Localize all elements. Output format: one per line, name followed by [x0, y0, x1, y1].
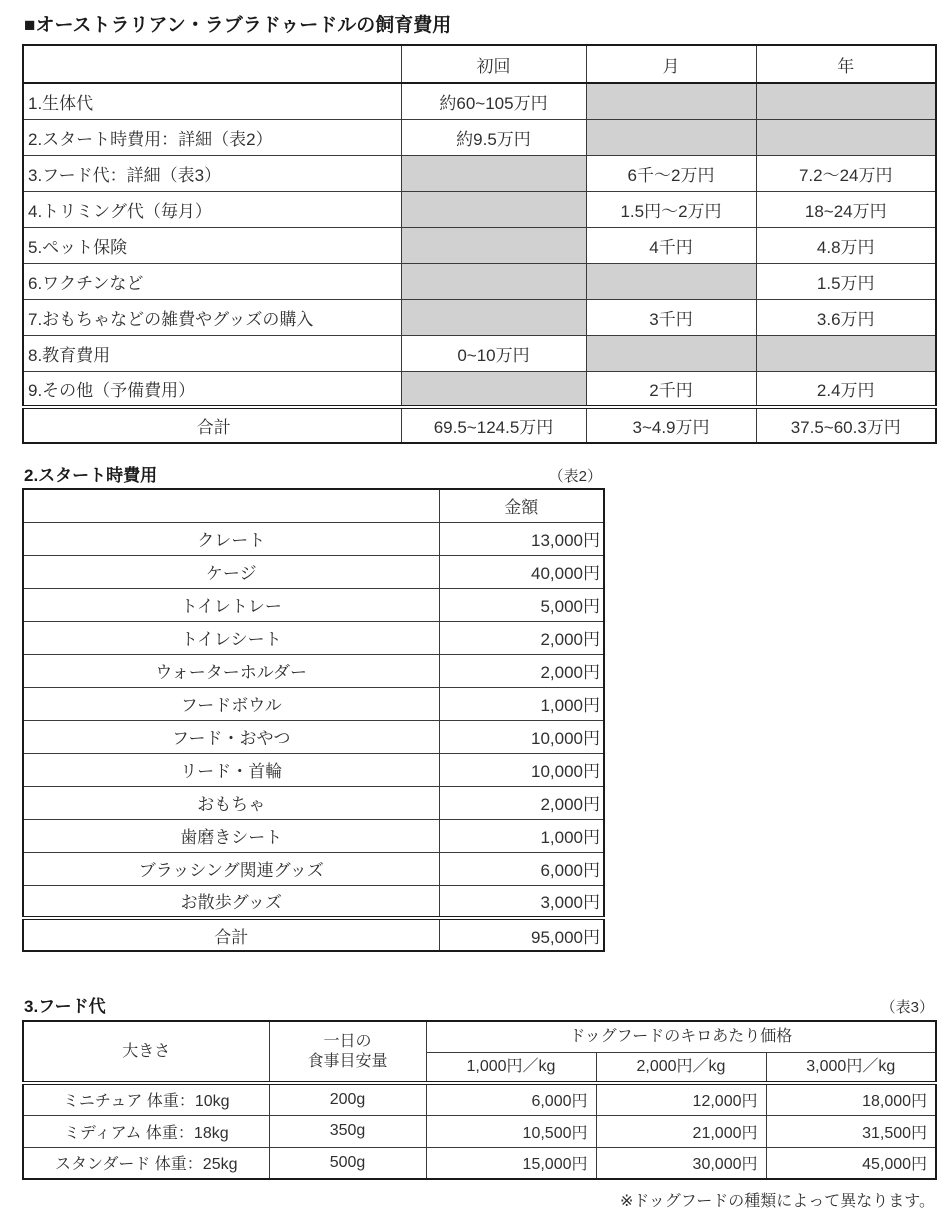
table-row — [23, 299, 936, 335]
cell-year: 4.8万円 — [756, 227, 936, 263]
table-row — [23, 1147, 936, 1179]
table-row — [23, 263, 936, 299]
cell-month: 4千円 — [586, 227, 756, 263]
price-1000: 15,000円 — [426, 1147, 596, 1179]
table-row — [23, 335, 936, 371]
column-header-year: 年 — [756, 45, 936, 83]
empty-corner-cell — [23, 45, 401, 83]
column-group-price-per-kg: ドッグフードのキロあたり価格 — [426, 1021, 936, 1052]
item-amount: 5,000円 — [439, 588, 604, 621]
column-header-daily-amount — [269, 1021, 426, 1083]
cell-year: 2.4万円 — [756, 371, 936, 407]
table-row — [23, 852, 604, 885]
price-3000: 31,500円 — [766, 1115, 936, 1147]
item-label: リード・首輪 — [23, 753, 439, 786]
row-label: 1.生体代 — [23, 83, 401, 119]
cell-month: 1.5円～2万円 — [586, 191, 756, 227]
total-year: 37.5~60.3万円 — [756, 407, 936, 443]
size-label: スタンダード 体重：25kg — [23, 1147, 269, 1179]
cell-first: 約60~105万円 — [401, 83, 586, 119]
footnote: ※ドッグフードの種類によって異なります。 — [619, 1193, 935, 1210]
item-amount: 2,000円 — [439, 654, 604, 687]
cell-first-shaded — [401, 155, 586, 191]
section-title: 3.フード代 — [24, 997, 106, 1016]
item-label: クレート — [23, 522, 439, 555]
cell-first-shaded — [401, 371, 586, 407]
item-label: ブラッシング関連グッズ — [23, 852, 439, 885]
total-row — [23, 918, 604, 951]
table-row — [23, 371, 936, 407]
item-amount: 3,000円 — [439, 885, 604, 918]
table-header-row — [23, 489, 604, 522]
cell-first-shaded — [401, 263, 586, 299]
column-header-month: 月 — [586, 45, 756, 83]
cell-year-shaded — [756, 119, 936, 155]
table-tag: （表3） — [880, 999, 934, 1016]
item-amount: 40,000円 — [439, 555, 604, 588]
row-label: 4.トリミング代（毎月） — [23, 191, 401, 227]
table-header-row — [23, 1021, 936, 1052]
table-row — [23, 522, 604, 555]
food-costs-table — [22, 1020, 937, 1180]
daily-header-line2: 食事目安量 — [307, 1052, 388, 1070]
row-label: 7.おもちゃなどの雑費やグッズの購入 — [23, 299, 401, 335]
table-row — [23, 753, 604, 786]
column-header-price-1000: 1,000円／kg — [426, 1052, 596, 1083]
table-row — [23, 1115, 936, 1147]
cell-first-shaded — [401, 227, 586, 263]
table-row — [23, 819, 604, 852]
empty-corner-cell — [23, 489, 439, 522]
item-amount: 1,000円 — [439, 687, 604, 720]
item-amount: 1,000円 — [439, 819, 604, 852]
price-1000: 6,000円 — [426, 1083, 596, 1115]
column-header-price-2000: 2,000円／kg — [596, 1052, 766, 1083]
table-header-row — [23, 45, 936, 83]
section-title: 2.スタート時費用 — [24, 466, 158, 485]
price-2000: 30,000円 — [596, 1147, 766, 1179]
table-row — [23, 621, 604, 654]
item-label: ウォーターホルダー — [23, 654, 439, 687]
price-3000: 45,000円 — [766, 1147, 936, 1179]
cell-year: 7.2～24万円 — [756, 155, 936, 191]
table-row — [23, 227, 936, 263]
total-first: 69.5~124.5万円 — [401, 407, 586, 443]
column-header-first: 初回 — [401, 45, 586, 83]
table-row — [23, 119, 936, 155]
price-1000: 10,500円 — [426, 1115, 596, 1147]
cost-overview-table — [22, 44, 937, 444]
item-amount: 10,000円 — [439, 720, 604, 753]
cell-first-shaded — [401, 191, 586, 227]
cell-first: 0~10万円 — [401, 335, 586, 371]
cell-first-shaded — [401, 299, 586, 335]
price-2000: 21,000円 — [596, 1115, 766, 1147]
cell-year: 18~24万円 — [756, 191, 936, 227]
table-row — [23, 1083, 936, 1115]
column-header-size: 大きさ — [23, 1021, 269, 1083]
section-heading-start-costs — [24, 461, 602, 486]
column-header-amount: 金額 — [439, 489, 604, 522]
item-label: トイレトレー — [23, 588, 439, 621]
daily-header-line1: 一日の — [323, 1032, 372, 1050]
row-label: 8.教育費用 — [23, 335, 401, 371]
total-label: 合計 — [23, 407, 401, 443]
item-label: お散歩グッズ — [23, 885, 439, 918]
cell-month-shaded — [586, 263, 756, 299]
cell-month: 2千円 — [586, 371, 756, 407]
item-amount: 2,000円 — [439, 786, 604, 819]
size-label: ミディアム 体重：18kg — [23, 1115, 269, 1147]
item-amount: 13,000円 — [439, 522, 604, 555]
item-label: トイレシート — [23, 621, 439, 654]
item-label: おもちゃ — [23, 786, 439, 819]
price-3000: 18,000円 — [766, 1083, 936, 1115]
row-label: 6.ワクチンなど — [23, 263, 401, 299]
section-heading-food-costs — [24, 992, 934, 1017]
total-row — [23, 407, 936, 443]
item-amount: 2,000円 — [439, 621, 604, 654]
table-row — [23, 588, 604, 621]
cell-first: 約9.5万円 — [401, 119, 586, 155]
total-month: 3~4.9万円 — [586, 407, 756, 443]
cell-month-shaded — [586, 335, 756, 371]
cell-year-shaded — [756, 83, 936, 119]
table-row — [23, 720, 604, 753]
table-row — [23, 687, 604, 720]
daily-amount: 350g — [269, 1115, 426, 1147]
row-label: 5.ペット保険 — [23, 227, 401, 263]
table-row — [23, 885, 604, 918]
item-label: ケージ — [23, 555, 439, 588]
daily-amount: 500g — [269, 1147, 426, 1179]
cell-year-shaded — [756, 335, 936, 371]
row-label: 9.その他（予備費用） — [23, 371, 401, 407]
column-header-price-3000: 3,000円／kg — [766, 1052, 936, 1083]
start-costs-table — [22, 488, 605, 952]
item-label: フード・おやつ — [23, 720, 439, 753]
table-row — [23, 654, 604, 687]
table-row — [23, 786, 604, 819]
item-amount: 10,000円 — [439, 753, 604, 786]
table-row — [23, 83, 936, 119]
cell-month-shaded — [586, 83, 756, 119]
row-label: 2.スタート時費用：詳細（表2） — [23, 119, 401, 155]
page-title: ■オーストラリアン・ラブラドゥードルの飼育費用 — [24, 15, 452, 36]
item-amount: 6,000円 — [439, 852, 604, 885]
row-label: 3.フード代：詳細（表3） — [23, 155, 401, 191]
table-tag: （表2） — [548, 468, 602, 485]
cell-year: 3.6万円 — [756, 299, 936, 335]
total-amount: 95,000円 — [439, 918, 604, 951]
total-label: 合計 — [23, 918, 439, 951]
cell-month: 3千円 — [586, 299, 756, 335]
price-2000: 12,000円 — [596, 1083, 766, 1115]
table-row — [23, 155, 936, 191]
table-row — [23, 191, 936, 227]
cell-month-shaded — [586, 119, 756, 155]
daily-amount: 200g — [269, 1083, 426, 1115]
item-label: フードボウル — [23, 687, 439, 720]
cell-month: 6千～2万円 — [586, 155, 756, 191]
item-label: 歯磨きシート — [23, 819, 439, 852]
size-label: ミニチュア 体重：10kg — [23, 1083, 269, 1115]
cell-year: 1.5万円 — [756, 263, 936, 299]
table-row — [23, 555, 604, 588]
